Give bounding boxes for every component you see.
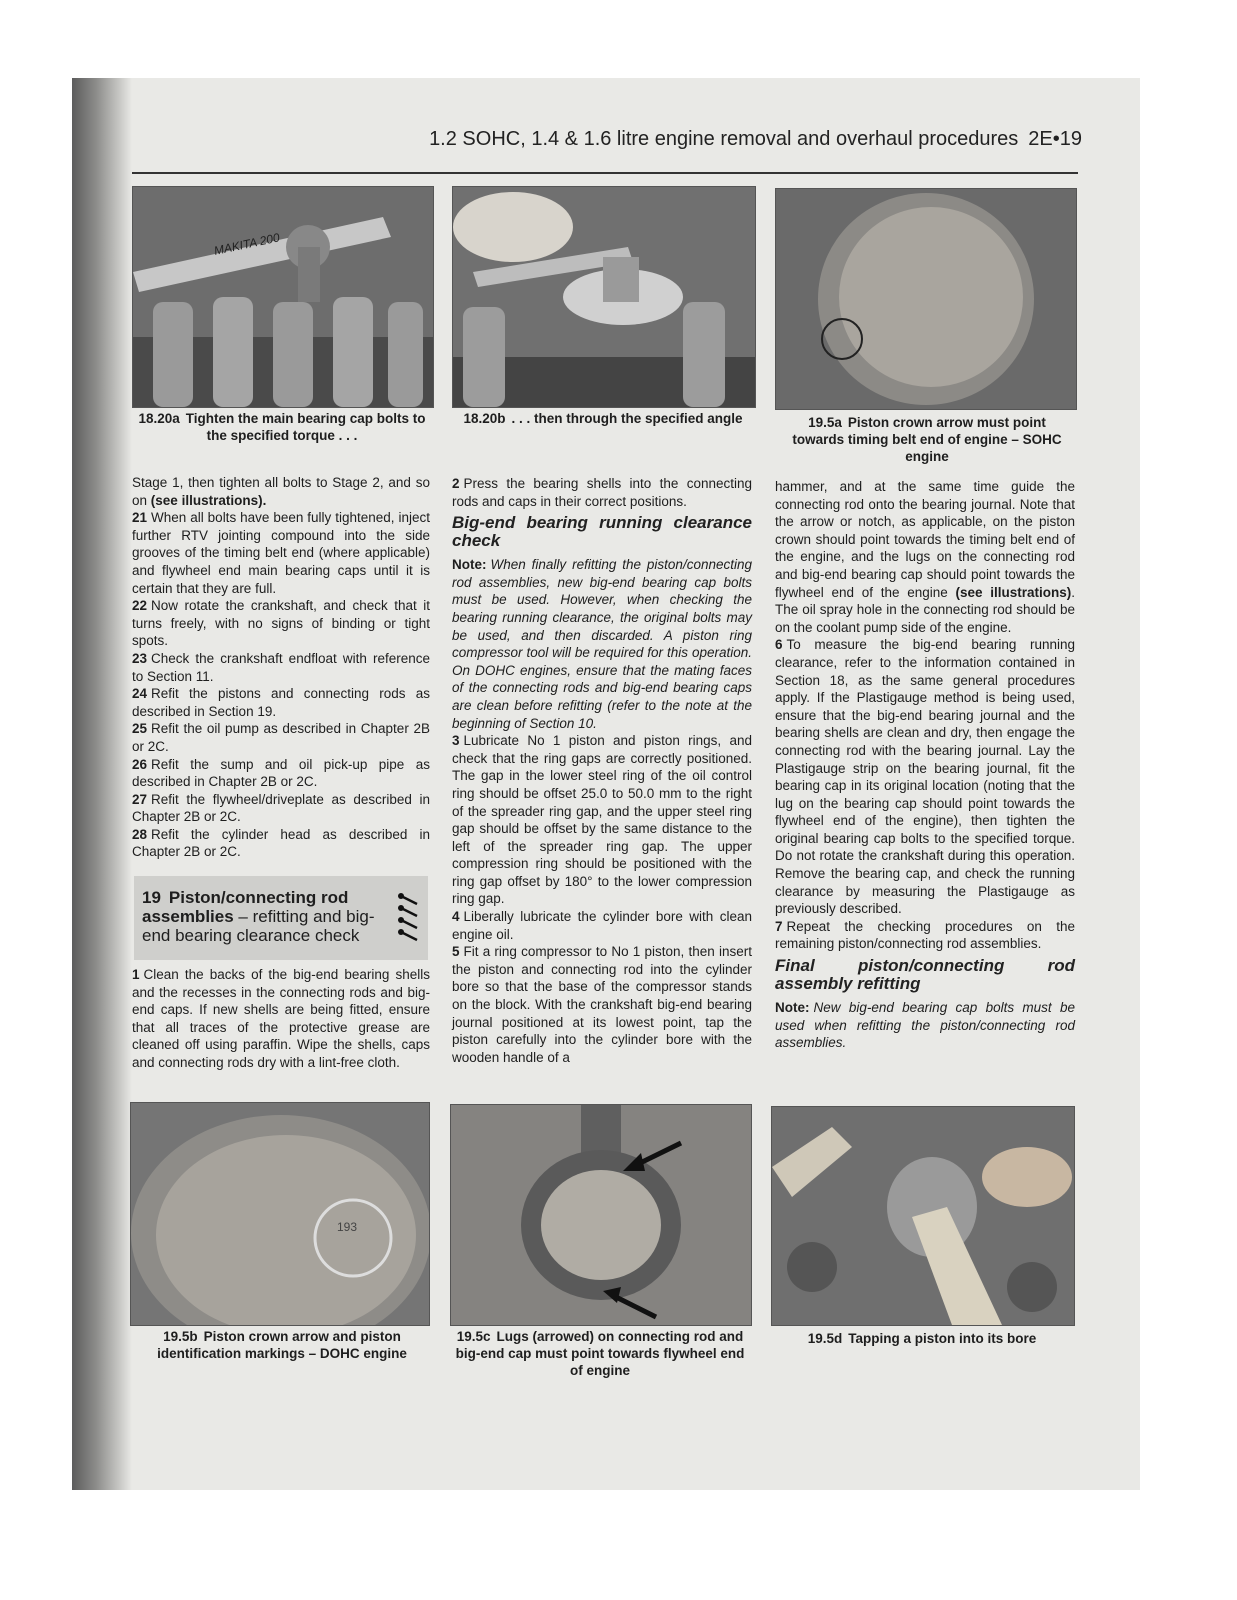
para-continued: Stage 1, then tighten all bolts to Stage 2, and so on — [132, 475, 430, 508]
step-3: 3 Lubricate No 1 piston and piston rings, and check that the ring gaps are correctly positioned. The gap in the lower steel ring of the oil control ring should be offset 25.0 to 50.0 mm to the right of the spreader ring gap, and the upper steel ring gap should be offset by the same distance to the left of the spreader ring gap. The upper compression ring should be positioned with the ring gap offset by 180° to the lower compression ring gap. — [452, 733, 752, 907]
piston-crown-dohc-image — [131, 1103, 429, 1325]
heading-final-refitting: Final piston/connecting rod assembly refitting — [775, 956, 1075, 994]
step-28: 28 Refit the cylinder head as described in Chapter 2B or 2C. — [132, 826, 430, 860]
caption-19-5a — [784, 414, 1070, 465]
caption-text: Piston crown arrow must point towards timing belt end of engine – SOHC engine — [792, 415, 1062, 464]
piston-crown-sohc-image — [776, 189, 1076, 409]
section-title — [142, 888, 394, 945]
note-big-end: Note: When finally refitting the piston/connecting rod assemblies, new big-end bearing cap bolts must be used. However, when checking the bearing running clearance, the original bolts may be used, and then discarded. A piston ring compressor tool will be required for this operation. On DOHC engines, ensure that the mating faces of the connecting rods and big-end bearing caps are clean before refitting (refer to the note at the beginning of Section 10. — [452, 557, 752, 731]
step-25: 25 Refit the oil pump as described in Chapter 2B or 2C. — [132, 721, 430, 754]
caption-number: 19.5d — [807, 1331, 843, 1346]
step-4: 4 Liberally lubricate the cylinder bore with clean engine oil. — [452, 909, 752, 942]
caption-19-5b — [132, 1328, 432, 1362]
step-2: 2 Press the bearing shells into the connecting rods and caps in their correct positions. — [452, 476, 752, 509]
step-21: 21 When all bolts have been fully tightened, inject further RTV jointing compound into the side grooves of the timing belt end (where applicable) and flywheel end main bearing caps until it is certain that they are full. — [132, 510, 430, 596]
step-24: 24 Refit the pistons and connecting rods as described in Section 19. — [132, 686, 430, 719]
para-continued-3: hammer, and at the same time guide the connecting rod onto the bearing journal. Note that the arrow or notch, as applicable, on the piston crown should point towards the timing belt end of the engine, and the lugs on the connecting rod and big-end bearing cap should point towards the flywheel end of the engine (see illustrations). The oil spray hole in the connecting rod should be on the coolant pump side of the engine. — [775, 479, 1075, 635]
step-5: 5 Fit a ring compressor to No 1 piston, then insert the piston and connecting rod into the cylinder bore so that the base of the compressor stands on the block. With the crankshaft big-end bearing journal positioned at its lowest point, tap the piston carefully into the cylinder bore with the wooden handle of a — [452, 944, 752, 1065]
caption-number: 18.20a — [138, 411, 180, 426]
photo-19-5b — [130, 1102, 430, 1326]
step-22: 22 Now rotate the crankshaft, and check that it turns freely, with no signs of binding or tight spots. — [132, 598, 430, 649]
text-column-2 — [452, 475, 752, 1066]
caption-text: Lugs (arrowed) on connecting rod and big-end cap must point towards flywheel end of engine — [455, 1329, 745, 1378]
piston-tapping-image — [772, 1107, 1074, 1325]
header-rule — [132, 172, 1078, 174]
manual-page — [72, 78, 1140, 1490]
text-column-1-lower — [132, 966, 430, 1072]
caption-18-20b — [452, 410, 754, 427]
step-23: 23 Check the crankshaft endfloat with reference to Section 11. — [132, 650, 430, 684]
caption-18-20a — [132, 410, 432, 444]
step-6: 6 To measure the big-end bearing running clearance, refer to the information contained in Section 18, as the same general procedures apply. If the Plastigauge method is being used, ensure that the big-end bearing journal and the bearing shells are clean and dry, then engage the connecting rod with the bearing journal. Lay the Plastigauge strip on the bearing journal, fit the bearing cap in its original location (noting that the lug on the bearing cap should point towards the flywheel end of the engine), then tighten the original bearing cap bolts to the specified torque. Do not rotate the crankshaft during this operation. Remove the bearing cap, and check the running clearance by measuring the Plastigauge as previously described. — [775, 637, 1075, 917]
page-number: 2E•19 — [1028, 128, 1082, 150]
photo-19-5c — [450, 1104, 752, 1326]
header-title: 1.2 SOHC, 1.4 & 1.6 litre engine removal and overhaul procedures — [429, 128, 1019, 150]
step-26: 26 Refit the sump and oil pick-up pipe as described in Chapter 2B or 2C. — [132, 756, 430, 790]
step-7: 7 Repeat the checking procedures on the remaining piston/connecting rod assemblies. — [775, 918, 1075, 952]
step-1: 1 Clean the backs of the big-end bearing shells and the recesses in the connecting rods and big-end caps. If new shells are being fitted, ensure that all traces of the protective grease are cleaned off using paraffin. Wipe the shells, caps and connecting rods dry with a lint-free cloth. — [132, 967, 430, 1070]
photo-19-5a — [775, 188, 1077, 410]
caption-text: Piston crown arrow and piston identification markings – DOHC engine — [157, 1329, 407, 1361]
section-19-heading-box — [134, 876, 428, 960]
caption-19-5d — [771, 1330, 1073, 1347]
heading-big-end-clearance: Big-end bearing running clearance check — [452, 513, 752, 551]
crankshaft-torque-wrench-image — [133, 187, 433, 407]
section-title-bold: Piston/connecting rod assemblies — [142, 888, 349, 926]
caption-number: 19.5a — [808, 415, 842, 430]
section-title-rest: – refitting and big-end bearing clearance check — [142, 907, 375, 945]
photo-18-20b — [452, 186, 756, 408]
text-column-3 — [775, 478, 1075, 1052]
caption-text: . . . then through the specified angle — [511, 411, 743, 426]
difficulty-spanner-icon — [396, 890, 422, 948]
wrench-brand-text: MAKITA 200 — [212, 230, 281, 258]
caption-number: 19.5b — [163, 1329, 198, 1344]
page-gutter-shadow — [72, 78, 132, 1490]
caption-text: Tighten the main bearing cap bolts to the specified torque . . . — [185, 411, 426, 443]
step-27: 27 Refit the flywheel/driveplate as described in Chapter 2B or 2C. — [132, 791, 430, 825]
caption-number: 18.20b — [463, 411, 506, 426]
caption-number: 19.5c — [456, 1329, 491, 1344]
see-illustrations: (see illustrations). — [150, 492, 267, 508]
piston-mark-text: 193 — [337, 1220, 358, 1234]
photo-19-5d — [771, 1106, 1075, 1326]
caption-text: Tapping a piston into its bore — [848, 1331, 1037, 1346]
note-final: Note: New big-end bearing cap bolts must be used when refitting the piston/connecting rod assemblies. — [775, 1000, 1075, 1051]
connecting-rod-image — [451, 1105, 751, 1325]
section-number: 19 — [142, 888, 161, 907]
page-header — [429, 128, 1082, 151]
photo-18-20a — [132, 186, 434, 408]
angle-gauge-image — [453, 187, 755, 407]
text-column-1 — [132, 474, 430, 861]
caption-19-5c — [450, 1328, 750, 1379]
